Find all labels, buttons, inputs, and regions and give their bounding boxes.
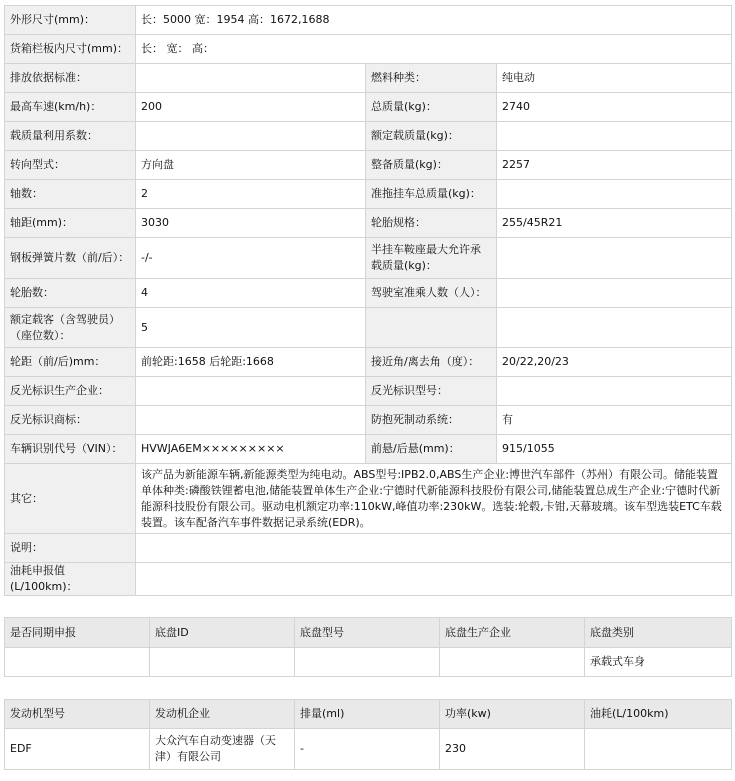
spec-row [5,435,732,464]
engine-table [4,699,732,770]
spec-value [497,180,732,209]
spec-value [136,64,366,93]
chassis-header: 底盘型号 [295,618,440,648]
engine-header: 排量(ml) [295,700,440,729]
spec-value [497,238,732,279]
spec-label: 油耗申报值(L/100km)： [5,563,136,596]
spec-value: 该产品为新能源车辆,新能源类型为纯电动。ABS型号:IPB2.0,ABS生产企业:博世汽车部件（苏州）有限公司。储能装置单体种类:磷酸铁锂蓄电池,储能装置单体生产企业:宁德时代新能源科技股份有限公司,储能装置总成生产企业:宁德时代新能源科技股份有限公司。驱动电机额定功率:110kW,峰值功率:230kW。选装:轮毂,卡钳,天幕玻璃。该车型选装ETC车载装置。该车配备汽车事件数据记录系统(EDR)。 [136,464,732,534]
spec-value: 3030 [136,209,366,238]
spec-row [5,180,732,209]
spec-value [136,377,366,406]
spec-label: 轮胎数： [5,279,136,308]
spec-value: 915/1055 [497,435,732,464]
chassis-cell [150,648,295,677]
spec-value [497,279,732,308]
spec-value [136,406,366,435]
spec-value: 255/45R21 [497,209,732,238]
engine-header: 油耗(L/100km) [585,700,732,729]
chassis-cell [440,648,585,677]
spec-value: 前轮距:1658 后轮距:1668 [136,348,366,377]
spec-label: 总质量(kg)： [366,93,497,122]
spec-label: 反光标识型号： [366,377,497,406]
spec-row [5,377,732,406]
spec-row [5,93,732,122]
engine-cell: - [295,729,440,770]
spec-row [5,6,732,35]
engine-header: 发动机型号 [5,700,150,729]
spec-label: 轮胎规格： [366,209,497,238]
chassis-cell [295,648,440,677]
spec-label: 反光标识商标： [5,406,136,435]
spec-label: 轴数： [5,180,136,209]
spec-value: 20/22,20/23 [497,348,732,377]
spec-label: 转向型式： [5,151,136,180]
spec-row [5,64,732,93]
spec-value: -/- [136,238,366,279]
spec-label: 说明： [5,534,136,563]
spec-label: 半挂车鞍座最大允许承载质量(kg)： [366,238,497,279]
spec-row [5,209,732,238]
spec-value: 5 [136,308,366,348]
spec-value: 方向盘 [136,151,366,180]
spec-label: 额定载质量(kg)： [366,122,497,151]
chassis-cell [5,648,150,677]
spec-row [5,464,732,534]
spec-value: 2257 [497,151,732,180]
spec-row [5,406,732,435]
spec-label: 燃料种类： [366,64,497,93]
spec-label: 钢板弹簧片数（前/后）： [5,238,136,279]
spec-label: 额定载客（含驾驶员）（座位数）： [5,308,136,348]
spec-value: 200 [136,93,366,122]
spec-label: 车辆识别代号（VIN）： [5,435,136,464]
spec-value: 长： 宽： 高： [136,35,732,64]
engine-header: 功率(kw) [440,700,585,729]
spec-value [136,534,732,563]
spec-row [5,563,732,596]
spec-row [5,35,732,64]
spec-row [5,279,732,308]
spec-label: 货箱栏板内尺寸(mm)： [5,35,136,64]
spec-value [136,563,732,596]
chassis-cell: 承载式车身 [585,648,732,677]
spec-label: 轴距(mm)： [5,209,136,238]
spec-label: 排放依据标准： [5,64,136,93]
spec-label: 载质量利用系数： [5,122,136,151]
chassis-header: 底盘生产企业 [440,618,585,648]
spec-value [497,308,732,348]
chassis-header: 底盘类别 [585,618,732,648]
spec-row [5,348,732,377]
spec-row [5,534,732,563]
spec-value: 有 [497,406,732,435]
spec-label: 前悬/后悬(mm)： [366,435,497,464]
spec-value [497,377,732,406]
engine-cell: EDF [5,729,150,770]
spec-value [497,122,732,151]
spec-row [5,122,732,151]
spec-label: 驾驶室准乘人数（人）： [366,279,497,308]
spec-value: 2 [136,180,366,209]
spec-label: 其它： [5,464,136,534]
spec-row [5,151,732,180]
spec-value: 2740 [497,93,732,122]
spec-value: 纯电动 [497,64,732,93]
spec-value: HVWJA6EM××××××××× [136,435,366,464]
spec-label: 整备质量(kg)： [366,151,497,180]
spec-value: 长：5000 宽：1954 高：1672,1688 [136,6,732,35]
spec-label: 接近角/离去角（度）： [366,348,497,377]
engine-cell: 大众汽车自动变速器（天津）有限公司 [150,729,295,770]
spec-row [5,308,732,348]
spec-label: 防抱死制动系统： [366,406,497,435]
spec-label: 最高车速(km/h)： [5,93,136,122]
vehicle-spec-table [4,5,732,596]
engine-cell [585,729,732,770]
spec-label: 外形尺寸(mm)： [5,6,136,35]
spec-label: 准拖挂车总质量(kg)： [366,180,497,209]
engine-header: 发动机企业 [150,700,295,729]
chassis-header: 底盘ID [150,618,295,648]
spec-row [5,238,732,279]
spec-value [136,122,366,151]
spec-label [366,308,497,348]
chassis-header: 是否同期申报 [5,618,150,648]
spec-label: 反光标识生产企业： [5,377,136,406]
engine-cell: 230 [440,729,585,770]
chassis-table [4,617,732,677]
spec-label: 轮距（前/后)mm： [5,348,136,377]
spec-value: 4 [136,279,366,308]
